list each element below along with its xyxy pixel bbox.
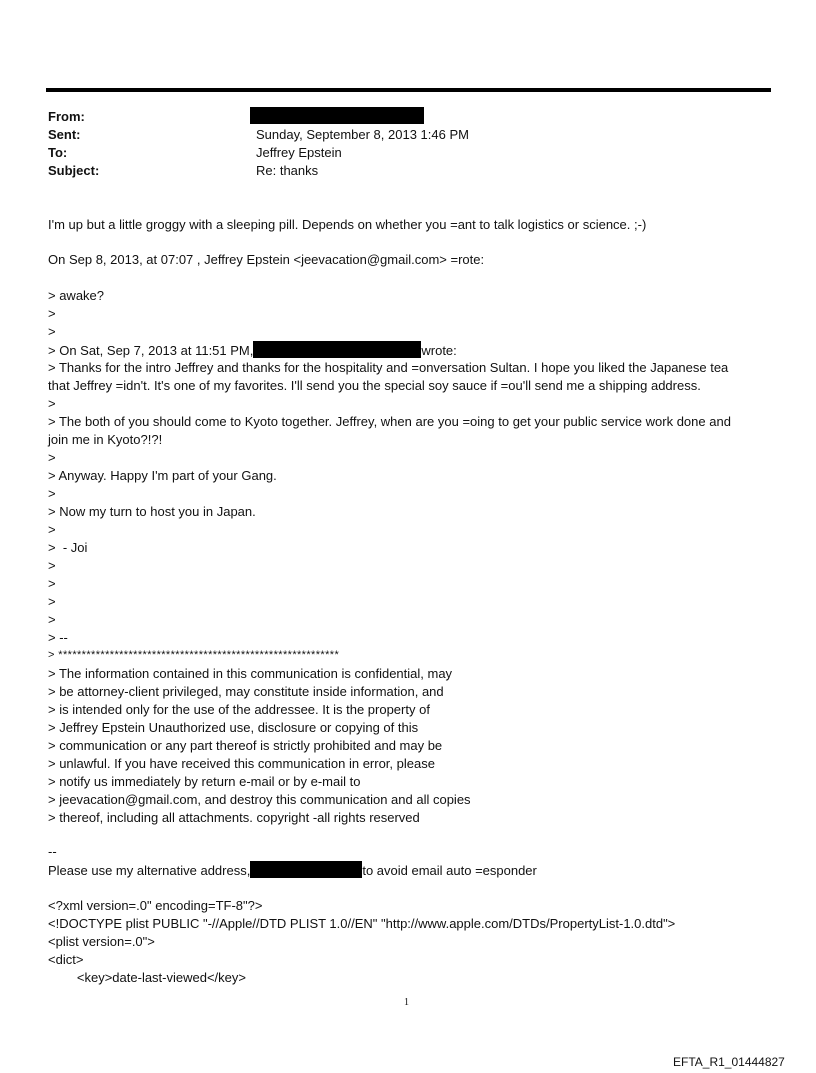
quote-blank: > [48, 612, 56, 627]
page-number: 1 [404, 997, 409, 1008]
sent-label: Sent: [48, 127, 81, 142]
quote-on-sat-line [48, 341, 457, 360]
disclaimer-line: > communication or any part thereof is strictly prohibited and may be [48, 738, 443, 753]
alt-address-post: to avoid email auto =esponder [362, 863, 537, 878]
to-value: Jeffrey Epstein [256, 145, 342, 160]
quote-blank: > [48, 396, 56, 411]
quote-blank: > [48, 306, 56, 321]
subject-label: Subject: [48, 163, 100, 178]
disclaimer-line: > The information contained in this communication is confidential, may [48, 666, 453, 681]
subject-value: Re: thanks [256, 163, 319, 178]
xml-doctype: <!DOCTYPE plist PUBLIC "-//Apple//DTD PLIST 1.0//EN" "http://www.apple.com/DTDs/PropertyList-1.0.dtd"> [48, 916, 676, 931]
quote-thanks-2: that Jeffrey =idn't. It's one of my favorites. I'll send you the special soy sauce if =ou'll send me a shipping address. [48, 378, 701, 393]
from-label: From: [48, 109, 85, 124]
redacted-alt-address [250, 861, 362, 878]
quote-blank: > [48, 594, 56, 609]
disclaimer-line: > Jeffrey Epstein Unauthorized use, disclosure or copying of this [48, 720, 419, 735]
quote-anyway: > Anyway. Happy I'm part of your Gang. [48, 468, 277, 483]
quote-blank: > [48, 522, 56, 537]
quote-blank: > [48, 486, 56, 501]
redacted-sender [253, 341, 421, 358]
quote-awake: > awake? [48, 288, 105, 303]
on-line: On Sep 8, 2013, at 07:07 , Jeffrey Epstein <jeevacation@gmail.com> =rote: [48, 252, 485, 267]
quote-blank: > [48, 558, 56, 573]
disclaimer-line: > be attorney-client privileged, may constitute inside information, and [48, 684, 444, 699]
disclaimer-line: > thereof, including all attachments. copyright -all rights reserved [48, 810, 420, 825]
to-label: To: [48, 145, 68, 160]
xml-dict: <dict> [48, 952, 84, 967]
quote-stars: > ************************************************************ [48, 649, 340, 661]
quote-now: > Now my turn to host you in Japan. [48, 504, 256, 519]
quote-joi: > - Joi [48, 540, 88, 555]
intro-line: I'm up but a little groggy with a sleeping pill. Depends on whether you =ant to talk logistics or science. ;-) [48, 217, 647, 232]
quote-blank: > [48, 576, 56, 591]
quote-on-sat-post: wrote: [421, 343, 457, 358]
quote-kyoto-2: join me in Kyoto?!?! [48, 432, 163, 447]
xml-plist: <plist version=.0"> [48, 934, 155, 949]
top-rule [46, 88, 771, 92]
alt-address-pre: Please use my alternative address, [48, 863, 251, 878]
quote-blank: > [48, 450, 56, 465]
signature-dash: -- [48, 844, 57, 859]
xml-declaration: <?xml version=.0" encoding=TF-8"?> [48, 898, 263, 913]
disclaimer-line: > jeevacation@gmail.com, and destroy this communication and all copies [48, 792, 471, 807]
quote-blank: > [48, 324, 56, 339]
disclaimer-line: > notify us immediately by return e-mail or by e-mail to [48, 774, 361, 789]
alt-address-line [48, 861, 537, 880]
xml-key: <key>date-last-viewed</key> [48, 970, 246, 985]
bates-number: EFTA_R1_01444827 [673, 1055, 785, 1069]
disclaimer-line: > is intended only for the use of the addressee. It is the property of [48, 702, 430, 717]
sent-value: Sunday, September 8, 2013 1:46 PM [256, 127, 469, 142]
quote-dashdash: > -- [48, 630, 68, 645]
disclaimer-line: > unlawful. If you have received this communication in error, please [48, 756, 435, 771]
quote-kyoto-1: > The both of you should come to Kyoto together. Jeffrey, when are you =oing to get your public service work done and [48, 414, 731, 429]
quote-on-sat-pre: > On Sat, Sep 7, 2013 at 11:51 PM, [48, 343, 254, 358]
redacted-from [250, 107, 424, 124]
quote-thanks-1: > Thanks for the intro Jeffrey and thanks for the hospitality and =onversation Sultan. I hope you liked the Japanese tea [48, 360, 729, 375]
